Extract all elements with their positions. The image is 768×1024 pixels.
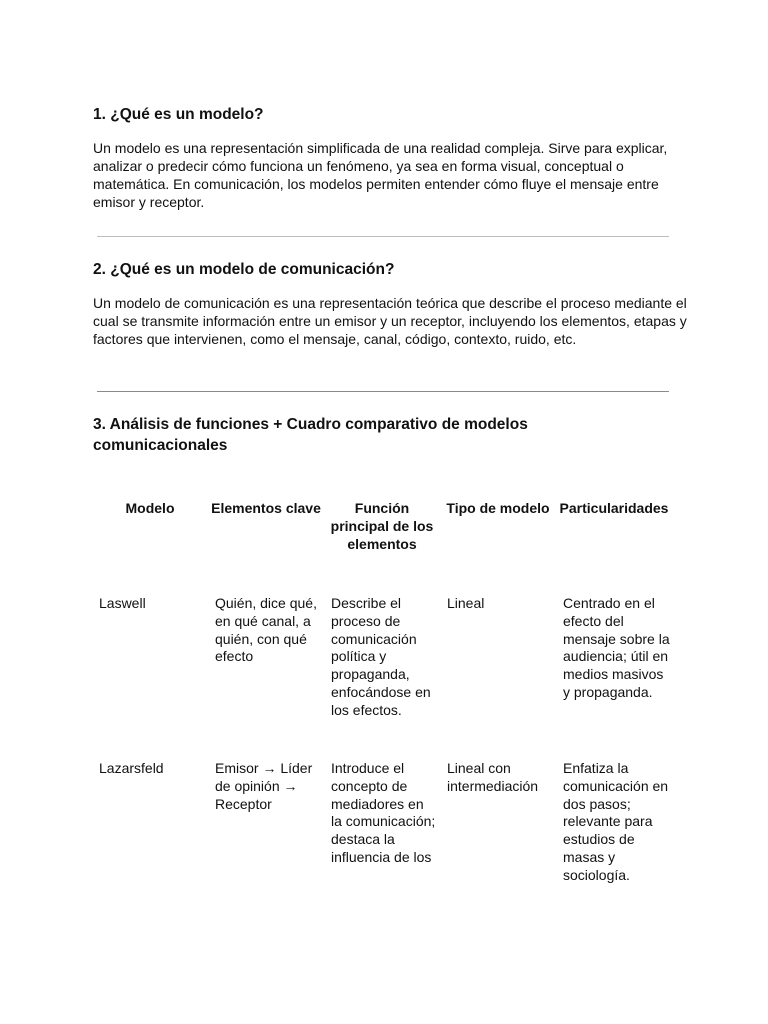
divider-2 — [97, 391, 669, 392]
table-cell-funcion: Introduce el concepto de mediadores en la comunicación; destaca la influencia de los — [331, 760, 436, 865]
table-cell-modelo: Laswell — [99, 595, 146, 611]
table-header-modelo: Modelo — [125, 500, 175, 516]
table-cell-funcion: Describe el proceso de comunicación política y propaganda, enfocándose en los efectos. — [331, 595, 431, 718]
section-1-text: Un modelo es una representación simplificada de una realidad compleja. Sirve para explicar, analizar o predecir cómo funciona un fenómeno, ya sea en forma visual, conceptual o matemática. En comunicación, los modelos permiten entender cómo fluye el mensaje entre emisor y receptor. — [93, 140, 668, 210]
section-2-heading: 2. ¿Qué es un modelo de comunicación? — [93, 261, 395, 278]
table-header-tipo: Tipo de modelo — [446, 500, 550, 516]
table-header-particularidades: Particularidades — [559, 500, 669, 516]
table-cell-particularidades: Centrado en el efecto del mensaje sobre la audiencia; útil en medios masivos y propaganda. — [563, 595, 670, 700]
section-1-heading: 1. ¿Qué es un modelo? — [93, 106, 264, 123]
table-cell-elementos: Emisor → Líder de opinión → Receptor — [215, 760, 313, 812]
table-cell-particularidades: Enfatiza la comunicación en dos pasos; relevante para estudios de masas y sociología. — [563, 760, 669, 883]
table-cell-tipo: Lineal con intermediación — [447, 760, 539, 794]
table-cell-modelo: Lazarsfeld — [99, 760, 164, 776]
table-header-elementos: Elementos clave — [211, 500, 321, 516]
divider-1 — [97, 236, 669, 237]
table-cell-tipo: Lineal — [447, 595, 485, 611]
table-cell-elementos: Quién, dice qué, en qué canal, a quién, con qué efecto — [215, 595, 317, 665]
section-2-text: Un modelo de comunicación es una representación teórica que describe el proceso mediante el cual se transmite información entre un emisor y un receptor, incluyendo los elementos, etapas y factores que intervienen, como el mensaje, canal, código, contexto, ruido, etc. — [93, 295, 687, 347]
section-3-heading: 3. Análisis de funciones + Cuadro comparativo de modelos comunicacionales — [93, 416, 528, 454]
table-header-funcion: Función principal de los elementos — [330, 500, 434, 552]
